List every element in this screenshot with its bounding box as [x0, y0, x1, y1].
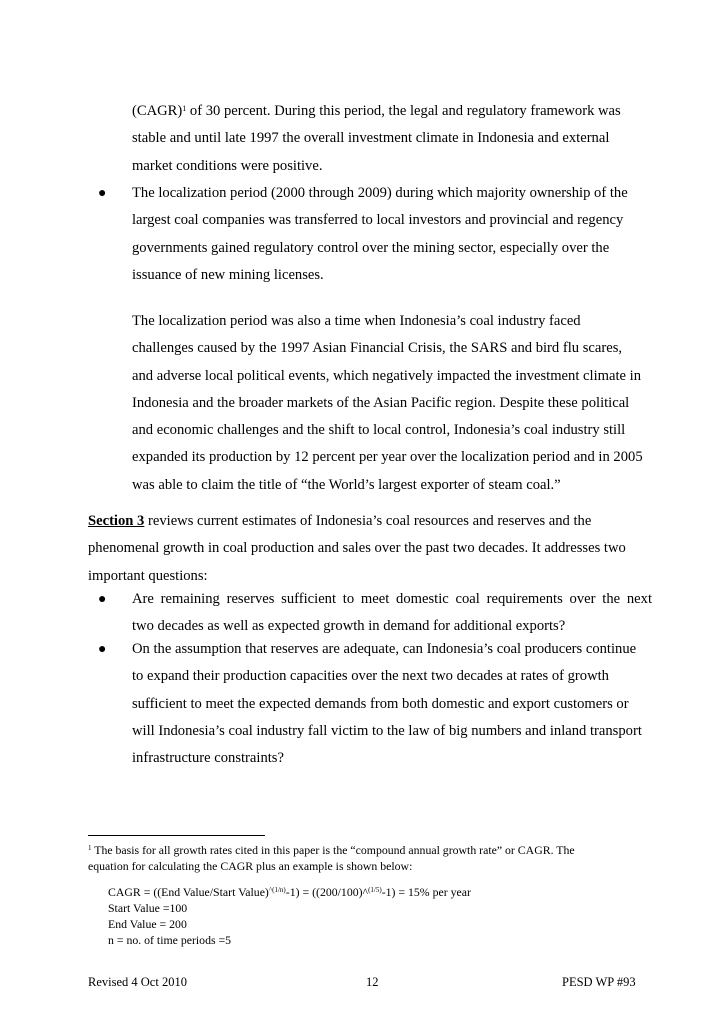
paragraph-line: phenomenal growth in coal production and sales over the past two decades. It addresses two: [88, 540, 626, 557]
bullet-icon: ●: [98, 186, 107, 201]
exponent: (1/5): [368, 886, 382, 894]
text: The basis for all growth rates cited in this paper is the “compound annual growth rate” or CAGR. The: [91, 843, 575, 857]
paragraph-line: will Indonesia’s coal industry fall victim to the law of big numbers and inland transport: [132, 722, 642, 739]
formula-line: n = no. of time periods =5: [108, 933, 232, 947]
section3-paragraph: [88, 508, 648, 590]
text: of 30 percent. During this period, the legal and regulatory framework was: [186, 103, 621, 119]
footnote-ref[interactable]: 1: [182, 104, 187, 113]
text: -1) = 15% per year: [381, 885, 471, 899]
footnote-text: [88, 842, 575, 874]
paragraph-line: and adverse local political events, which negatively impacted the investment climate in: [132, 367, 641, 384]
paragraph-line: stable and until late 1997 the overall investment climate in Indonesia and external: [132, 130, 610, 147]
paragraph-line: market conditions were positive.: [132, 157, 323, 174]
page-number: 12: [366, 975, 379, 989]
paragraph-line: On the assumption that reserves are adequate, can Indonesia’s coal producers continue: [132, 641, 637, 657]
text: CAGR = ((End Value/Start Value): [108, 885, 269, 899]
formula-line: Start Value =100: [108, 901, 188, 915]
paragraph-line: The localization period was also a time when Indonesia’s coal industry faced: [132, 313, 581, 329]
paragraph-line: and economic challenges and the shift to local control, Indonesia’s coal industry still: [132, 422, 626, 439]
paragraph-line: largest coal companies was transferred to local investors and provincial and regency: [132, 212, 624, 229]
text: -1) = ((200/100)^: [285, 885, 369, 899]
section-3-link[interactable]: Section 3: [88, 513, 145, 529]
question-2: [132, 636, 652, 772]
formula-line: [108, 884, 471, 900]
paragraph-line: two decades as well as expected growth in demand for additional exports?: [132, 618, 566, 635]
question-1: [132, 586, 652, 641]
paragraph-line: was able to claim the title of “the World’s largest exporter of steam coal.”: [132, 476, 561, 493]
bullet-icon: ●: [98, 642, 107, 657]
footnote-line: [88, 842, 575, 858]
cagr-formula-block: [108, 884, 471, 948]
paragraph-line: infrastructure constraints?: [132, 750, 284, 767]
formula-line: End Value = 200: [108, 917, 187, 931]
paragraph-line: issuance of new mining licenses.: [132, 266, 324, 283]
paragraph-line: Are remaining reserves sufficient to meet domestic coal requirements over the next: [132, 591, 652, 607]
footer-doc-id: PESD WP #93: [562, 975, 636, 989]
exponent: ^(1/n): [268, 886, 286, 894]
localization-paragraph: [132, 308, 652, 499]
paragraph-line: governments gained regulatory control over the mining sector, especially over the: [132, 239, 610, 256]
footnote-separator: [88, 835, 265, 836]
paragraph-line: The localization period (2000 through 2009) during which majority ownership of the: [132, 185, 628, 201]
text: reviews current estimates of Indonesia’s coal resources and reserves and the: [144, 513, 592, 529]
localization-bullet: [132, 180, 652, 289]
footer-revision-date: Revised 4 Oct 2010: [88, 975, 187, 989]
bullet-icon: ●: [98, 592, 107, 607]
cagr-paragraph: [132, 98, 652, 180]
paragraph-line: to expand their production capacities over the next two decades at rates of growth: [132, 668, 609, 685]
paragraph-line: Indonesia and the broader markets of the Asian Pacific region. Despite these political: [132, 394, 630, 411]
footnote-line: equation for calculating the CAGR plus an example is shown below:: [88, 859, 413, 873]
text: (CAGR): [132, 103, 183, 119]
paragraph-line: [132, 98, 652, 125]
paragraph-line: important questions:: [88, 567, 208, 584]
paragraph-line: challenges caused by the 1997 Asian Financial Crisis, the SARS and bird flu scares,: [132, 340, 623, 357]
footnote-number: 1: [88, 844, 92, 852]
paragraph-line: sufficient to meet the expected demands from both domestic and export customers or: [132, 695, 629, 712]
paragraph-line: [88, 508, 648, 535]
paragraph-line: expanded its production by 12 percent per year over the localization period and in 2005: [132, 449, 643, 466]
